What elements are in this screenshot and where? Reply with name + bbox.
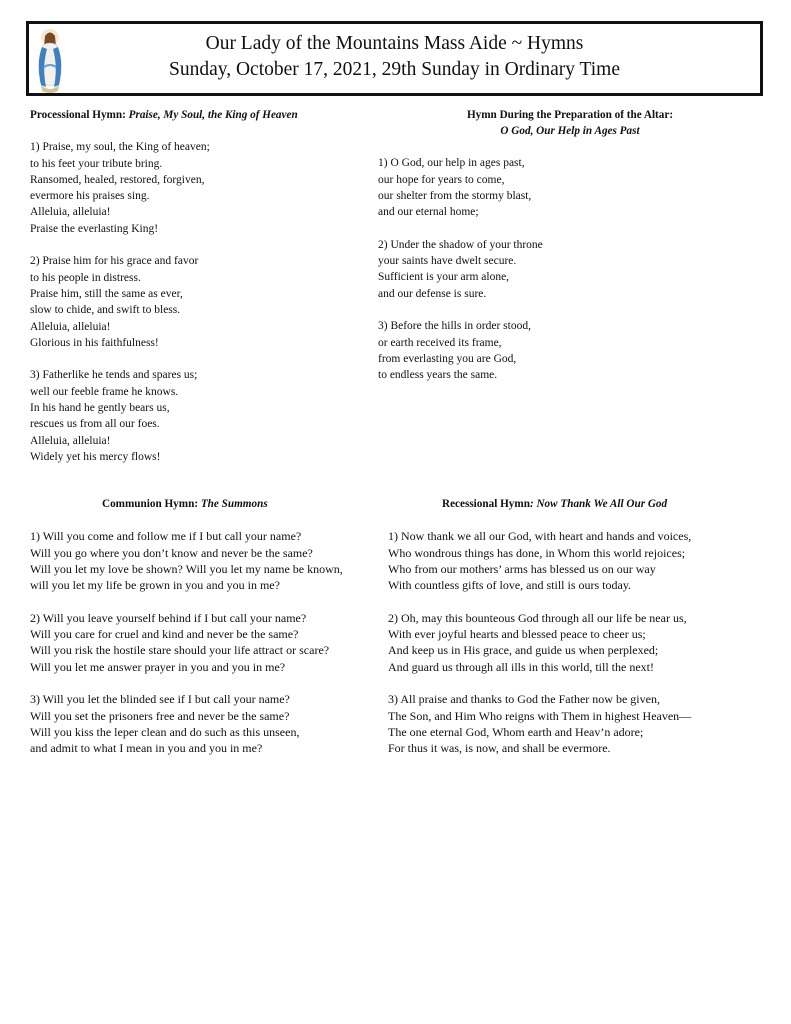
hymn-label: Processional Hymn: bbox=[30, 109, 129, 121]
hymn-title: : Now Thank We All Our God bbox=[529, 498, 668, 510]
verse-line: and our defense is sure. bbox=[378, 287, 487, 300]
verse-line: 2) Will you leave yourself behind if I but call your name? bbox=[30, 610, 307, 625]
verse-line: Praise the everlasting King! bbox=[30, 222, 159, 235]
verse-line: slow to chide, and swift to bless. bbox=[30, 304, 181, 317]
verse-line: In his hand he gently bears us, bbox=[30, 402, 170, 415]
hymn-title: O God, Our Help in Ages Past bbox=[500, 125, 640, 137]
hymn-title: Praise, My Soul, the King of Heaven bbox=[128, 109, 298, 121]
verse-line: For thus it was, is now, and shall be evermore. bbox=[388, 741, 611, 756]
verse-line: evermore his praises sing. bbox=[30, 190, 150, 203]
verse-line: our hope for years to come, bbox=[378, 173, 505, 186]
verse-line: from everlasting you are God, bbox=[378, 352, 517, 365]
verse-line: 1) Praise, my soul, the King of heaven; bbox=[30, 141, 210, 154]
hymn-label: Hymn During the Preparation of the Altar: bbox=[466, 109, 674, 121]
preparation-hymn bbox=[378, 107, 758, 383]
verse-line: Will you care for cruel and kind and never be the same? bbox=[30, 627, 299, 642]
verse-line: Who wondrous things has done, in Whom this world rejoices; bbox=[388, 545, 686, 560]
hymn-heading bbox=[378, 107, 758, 139]
verse-line: rescues us from all our foes. bbox=[30, 418, 160, 431]
verse bbox=[378, 155, 758, 220]
verse bbox=[388, 610, 768, 675]
verse-line: 3) All praise and thanks to God the Father now be given, bbox=[388, 692, 660, 707]
verse-line: 1) Now thank we all our God, with heart and hands and voices, bbox=[388, 529, 692, 544]
verse-line: Sufficient is your arm alone, bbox=[378, 271, 510, 284]
verse-line: Glorious in his faithfulness! bbox=[30, 336, 159, 349]
verse bbox=[30, 691, 370, 756]
verse-line: Will you risk the hostile stare should your life attract or scare? bbox=[30, 643, 330, 658]
verse bbox=[378, 318, 758, 383]
verse-line: With countless gifts of love, and still is ours today. bbox=[388, 578, 632, 593]
verse-line: Alleluia, alleluia! bbox=[30, 434, 111, 447]
verse-line: will you let my life be grown in you and you in me? bbox=[30, 578, 280, 593]
verse-line: well our feeble frame he knows. bbox=[30, 385, 179, 398]
verse-line: Will you let me answer prayer in you and you in me? bbox=[30, 659, 286, 674]
verse-line: Who from our mothers’ arms has blessed us on our way bbox=[388, 561, 656, 576]
verse bbox=[30, 528, 370, 593]
verse-line: 3) Will you let the blinded see if I but call your name? bbox=[30, 692, 290, 707]
verse-line: 3) Before the hills in order stood, bbox=[378, 320, 531, 333]
verse bbox=[30, 139, 360, 237]
verse-line: 2) Under the shadow of your throne bbox=[378, 238, 543, 251]
verse-line: Will you let my love be shown? Will you let my name be known, bbox=[30, 561, 343, 576]
verse-line: Alleluia, alleluia! bbox=[30, 320, 111, 333]
verse bbox=[30, 367, 360, 465]
verse-line: 2) Oh, may this bounteous God through all our life be near us, bbox=[388, 610, 687, 625]
verse-line: or earth received its frame, bbox=[378, 336, 502, 349]
verse-line: our shelter from the stormy blast, bbox=[378, 189, 532, 202]
page-subtitle: Sunday, October 17, 2021, 29th Sunday in Ordinary Time bbox=[168, 59, 620, 80]
page-title: Our Lady of the Mountains Mass Aide ~ Hymns bbox=[205, 33, 584, 54]
verse-line: Praise him, still the same as ever, bbox=[30, 287, 183, 300]
hymn-heading bbox=[388, 496, 768, 512]
hymn-heading bbox=[30, 107, 360, 123]
hymn-title: The Summons bbox=[200, 498, 268, 510]
verse-line: Will you go where you don’t know and never be the same? bbox=[30, 545, 313, 560]
hymn-label: Communion Hymn: bbox=[102, 498, 201, 510]
verse bbox=[388, 691, 768, 756]
verse-line: to his people in distress. bbox=[30, 271, 141, 284]
verse-line: your saints have dwelt secure. bbox=[378, 255, 517, 268]
verse bbox=[30, 610, 370, 675]
verse-line: and admit to what I mean in you and you in me? bbox=[30, 741, 263, 756]
verse bbox=[378, 237, 758, 302]
header-box bbox=[26, 21, 763, 96]
processional-hymn bbox=[30, 107, 360, 465]
verse-line: And guard us through all ills in this world, till the next! bbox=[388, 659, 654, 674]
verse-line: 3) Fatherlike he tends and spares us; bbox=[30, 369, 198, 382]
verse-line: The one eternal God, Whom earth and Heav’n adore; bbox=[388, 724, 644, 739]
verse-line: Alleluia, alleluia! bbox=[30, 206, 111, 219]
verse-line: And keep us in His grace, and guide us when perplexed; bbox=[388, 643, 659, 658]
verse-line: and our eternal home; bbox=[378, 206, 479, 219]
verse-line: Widely yet his mercy flows! bbox=[30, 450, 161, 463]
verse-line: to his feet your tribute bring. bbox=[30, 157, 163, 170]
verse bbox=[30, 253, 360, 351]
verse-line: The Son, and Him Who reigns with Them in highest Heaven— bbox=[388, 708, 692, 723]
hymn-label: Recessional Hymn bbox=[442, 498, 530, 510]
verse-line: 1) O God, our help in ages past, bbox=[378, 157, 525, 170]
hymn-heading bbox=[30, 496, 370, 512]
verse-line: Will you set the prisoners free and never be the same? bbox=[30, 708, 290, 723]
verse-line: With ever joyful hearts and blessed peace to cheer us; bbox=[388, 627, 646, 642]
verse bbox=[388, 528, 768, 593]
verse-line: Will you kiss the leper clean and do such as this unseen, bbox=[30, 724, 300, 739]
verse-line: to endless years the same. bbox=[378, 369, 498, 382]
recessional-hymn bbox=[388, 496, 768, 756]
communion-hymn bbox=[30, 496, 370, 756]
verse-line: 1) Will you come and follow me if I but call your name? bbox=[30, 529, 302, 544]
verse-line: 2) Praise him for his grace and favor bbox=[30, 255, 199, 268]
verse-line: Ransomed, healed, restored, forgiven, bbox=[30, 173, 205, 186]
